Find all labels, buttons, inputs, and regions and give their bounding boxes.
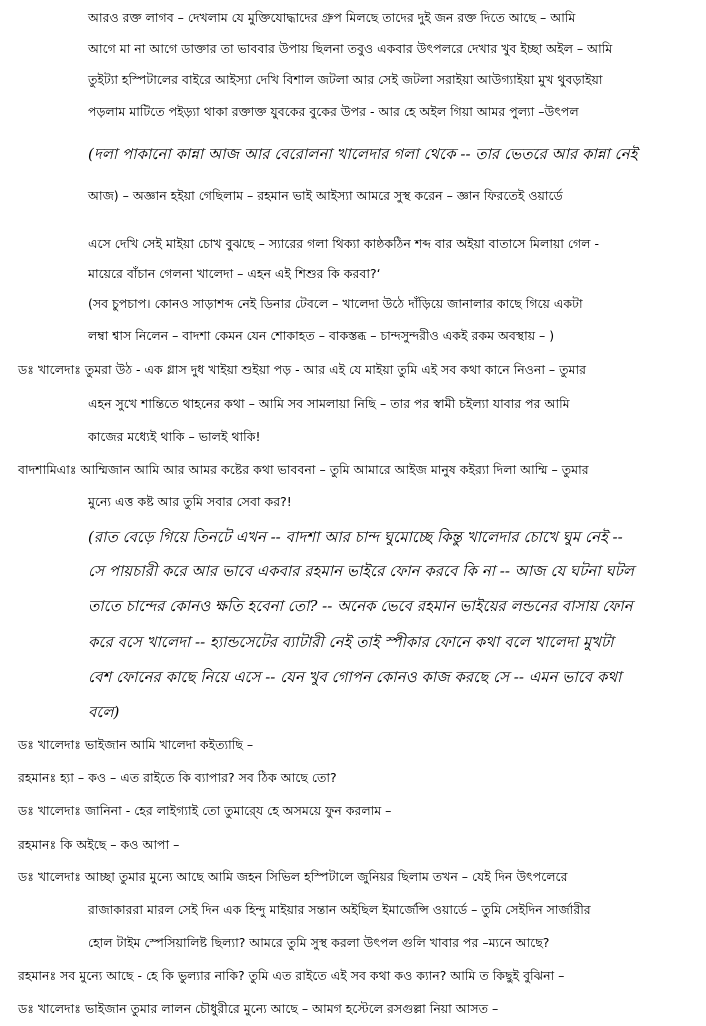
speaker-line: ডঃ খালেদাঃ তুমরা উঠ - এক গ্লাস দুধ খাইয়া শুইয়া পড় - আর এই যে মাইয়া তুমি এই সব কথা কানে নিওনা – তুমার [18,362,586,377]
text-line: রাজাকাররা মারল সেই দিন এক হিন্দু মাইয়ার সন্তান অইছিল ইমার্জেন্সি ওয়ার্ডে – তুমি সেইদিন সার্জারীর [88,902,591,917]
speaker-line: ডঃ খালেদাঃ আচ্ছা তুমার মুন্যে আছে আমি জহন সিভিল হস্পিটালে জুনিয়র ছিলাম তখন – যেই দিন উৎপলেরে [18,869,568,884]
text-line: (দলা পাকানো কান্না আজ আর বেরোলনা খালেদার গলা থেকে -- তার ভেতরে আর কান্না নেই [88,145,638,163]
text-line: এহন সুখে শান্তিতে থাহনের কথা – আমি সব সামলায়া নিছি – তার পর স্বামী চইল্যা যাবার পর আমি [88,396,570,411]
text-line: বলে) [88,703,120,721]
speaker-line: রহমানঃ সব মুন্যে আছে - হে কি ভুল্যার নাকি? তুমি এত রাইতে এই সব কথা কও ক্যান? আমি ত কিছুই বুঝিনা – [18,968,565,983]
speaker-line: রহমানঃ হ্যা – কও – এত রাইতে কি ব্যাপার? সব ঠিক আছে তো? [18,770,337,785]
text-line: তুইট্যা হস্পিটালের বাইরে আইস্যা দেখি বিশাল জটলা আর সেই জটলা সরাইয়া আউগ্যাইয়া মুখ থুবড়াইয়া [88,72,603,87]
text-line: আজ) – অজ্ঞান হইয়া গেছিলাম – রহমান ভাই আইস্যা আমরে সুস্থ করেন – জ্ঞান ফিরতেই ওয়ার্ডে [88,188,563,203]
speaker-line: বাদশামিএাঃ আম্মিজান আমি আর আমর কষ্টের কথা ভাববনা – তুমি আমারে আইজ মানুষ কইর‍্যা দিলা আম্মি – তুমার [18,462,589,477]
text-line: (রাত বেড়ে গিয়ে তিনটে এখন -- বাদশা আর চান্দ ঘুমোচ্ছে কিন্তু খালেদার চোখে ঘুম নেই -- [88,528,623,546]
text-line: আগে মা না আগে ডাক্তার তা ভাববার উপায় ছিলনা তবুও একবার উৎপলরে দেখার খুব ইচ্ছা অইল – আমি [88,41,613,56]
text-line: বেশ ফোনের কাছে নিয়ে এসে -- যেন খুব গোপন কোনও কাজ করছে সে -- এমন ভাবে কথা [88,668,622,686]
text-line: মায়েরে বাঁচান গেলনা খালেদা – এহন এই শিশুর কি করবা?‘ [88,266,381,281]
text-line: লম্বা শ্বাস নিলেন – বাদশা কেমন যেন শোকাহত – বাকস্তব্ধ – চান্দসুন্দরীও একই রকম অবস্থায় – ) [88,328,555,343]
text-line: (সব চুপচাপ। কোনও সাড়াশব্দ নেই ডিনার টেবলে – খালেদা উঠে দাঁড়িয়ে জানালার কাছে গিয়ে একটা [88,296,583,311]
text-line: হোল টাইম স্পেসিয়ালিষ্ট ছিল্যা? আমরে তুমি সুস্থ করলা উৎপল গুলি খাবার পর –ম্যনে আছে? [88,935,550,950]
speaker-line: রহমানঃ কি অইছে – কও আপা – [18,837,180,852]
text-line: এসে দেখি সেই মাইয়া চোখ বুঝছে – স্যারের গলা থিক্যা কাষ্ঠকঠিন শব্দ বার অইয়া বাতাসে মিলায়া গেল - [88,236,599,251]
text-line: সে পায়চারী করে আর ভাবে একবার রহমান ভাইরে ফোন করবে কি না -- আজ যে ঘটনা ঘটল [88,562,634,580]
speaker-line: ডঃ খালেদাঃ জানিনা - হের লাইগ্যাই তো তুমারে্য হে অসময়ে ফুন করলাম – [18,803,392,818]
text-line: করে বসে খালেদা -- হ্যান্ডসেটের ব্যাটারী নেই তাই স্পীকার ফোনে কথা বলে খালেদা মুখটা [88,633,614,651]
text-line: মুন্যে এত্ত কষ্ট আর তুমি সবার সেবা কর?! [88,494,292,509]
text-line: তাতে চান্দের কোনও ক্ষতি হবেনা তো? -- অনেক ভেবে রহমান ভাইয়ের লন্ডনের বাসায় ফোন [88,597,633,615]
speaker-line: ডঃ খালেদাঃ ভাইজান তুমার লালন চৌধুরীরে মুন্যে আছে – আমগ হস্টেলে রসগুল্লা নিয়া আসত – [18,1001,499,1016]
text-line: পড়লাম মাটিতে পইড়্যা থাকা রক্তাক্ত যুবকের বুকের উপর - আর হে অইল গিয়া আমর পুল্যা –উৎপল [88,104,579,119]
speaker-line: ডঃ খালেদাঃ ভাইজান আমি খালেদা কইত্যাছি – [18,737,254,752]
text-line: কাজের মধ্যেই থাকি – ভালই থাকি! [88,429,261,444]
text-line: আরও রক্ত লাগব – দেখলাম যে মুক্তিযোদ্ধাদের গ্রুপ মিলছে তাদের দুই জন রক্ত দিতে আছে – আমি [88,10,576,25]
